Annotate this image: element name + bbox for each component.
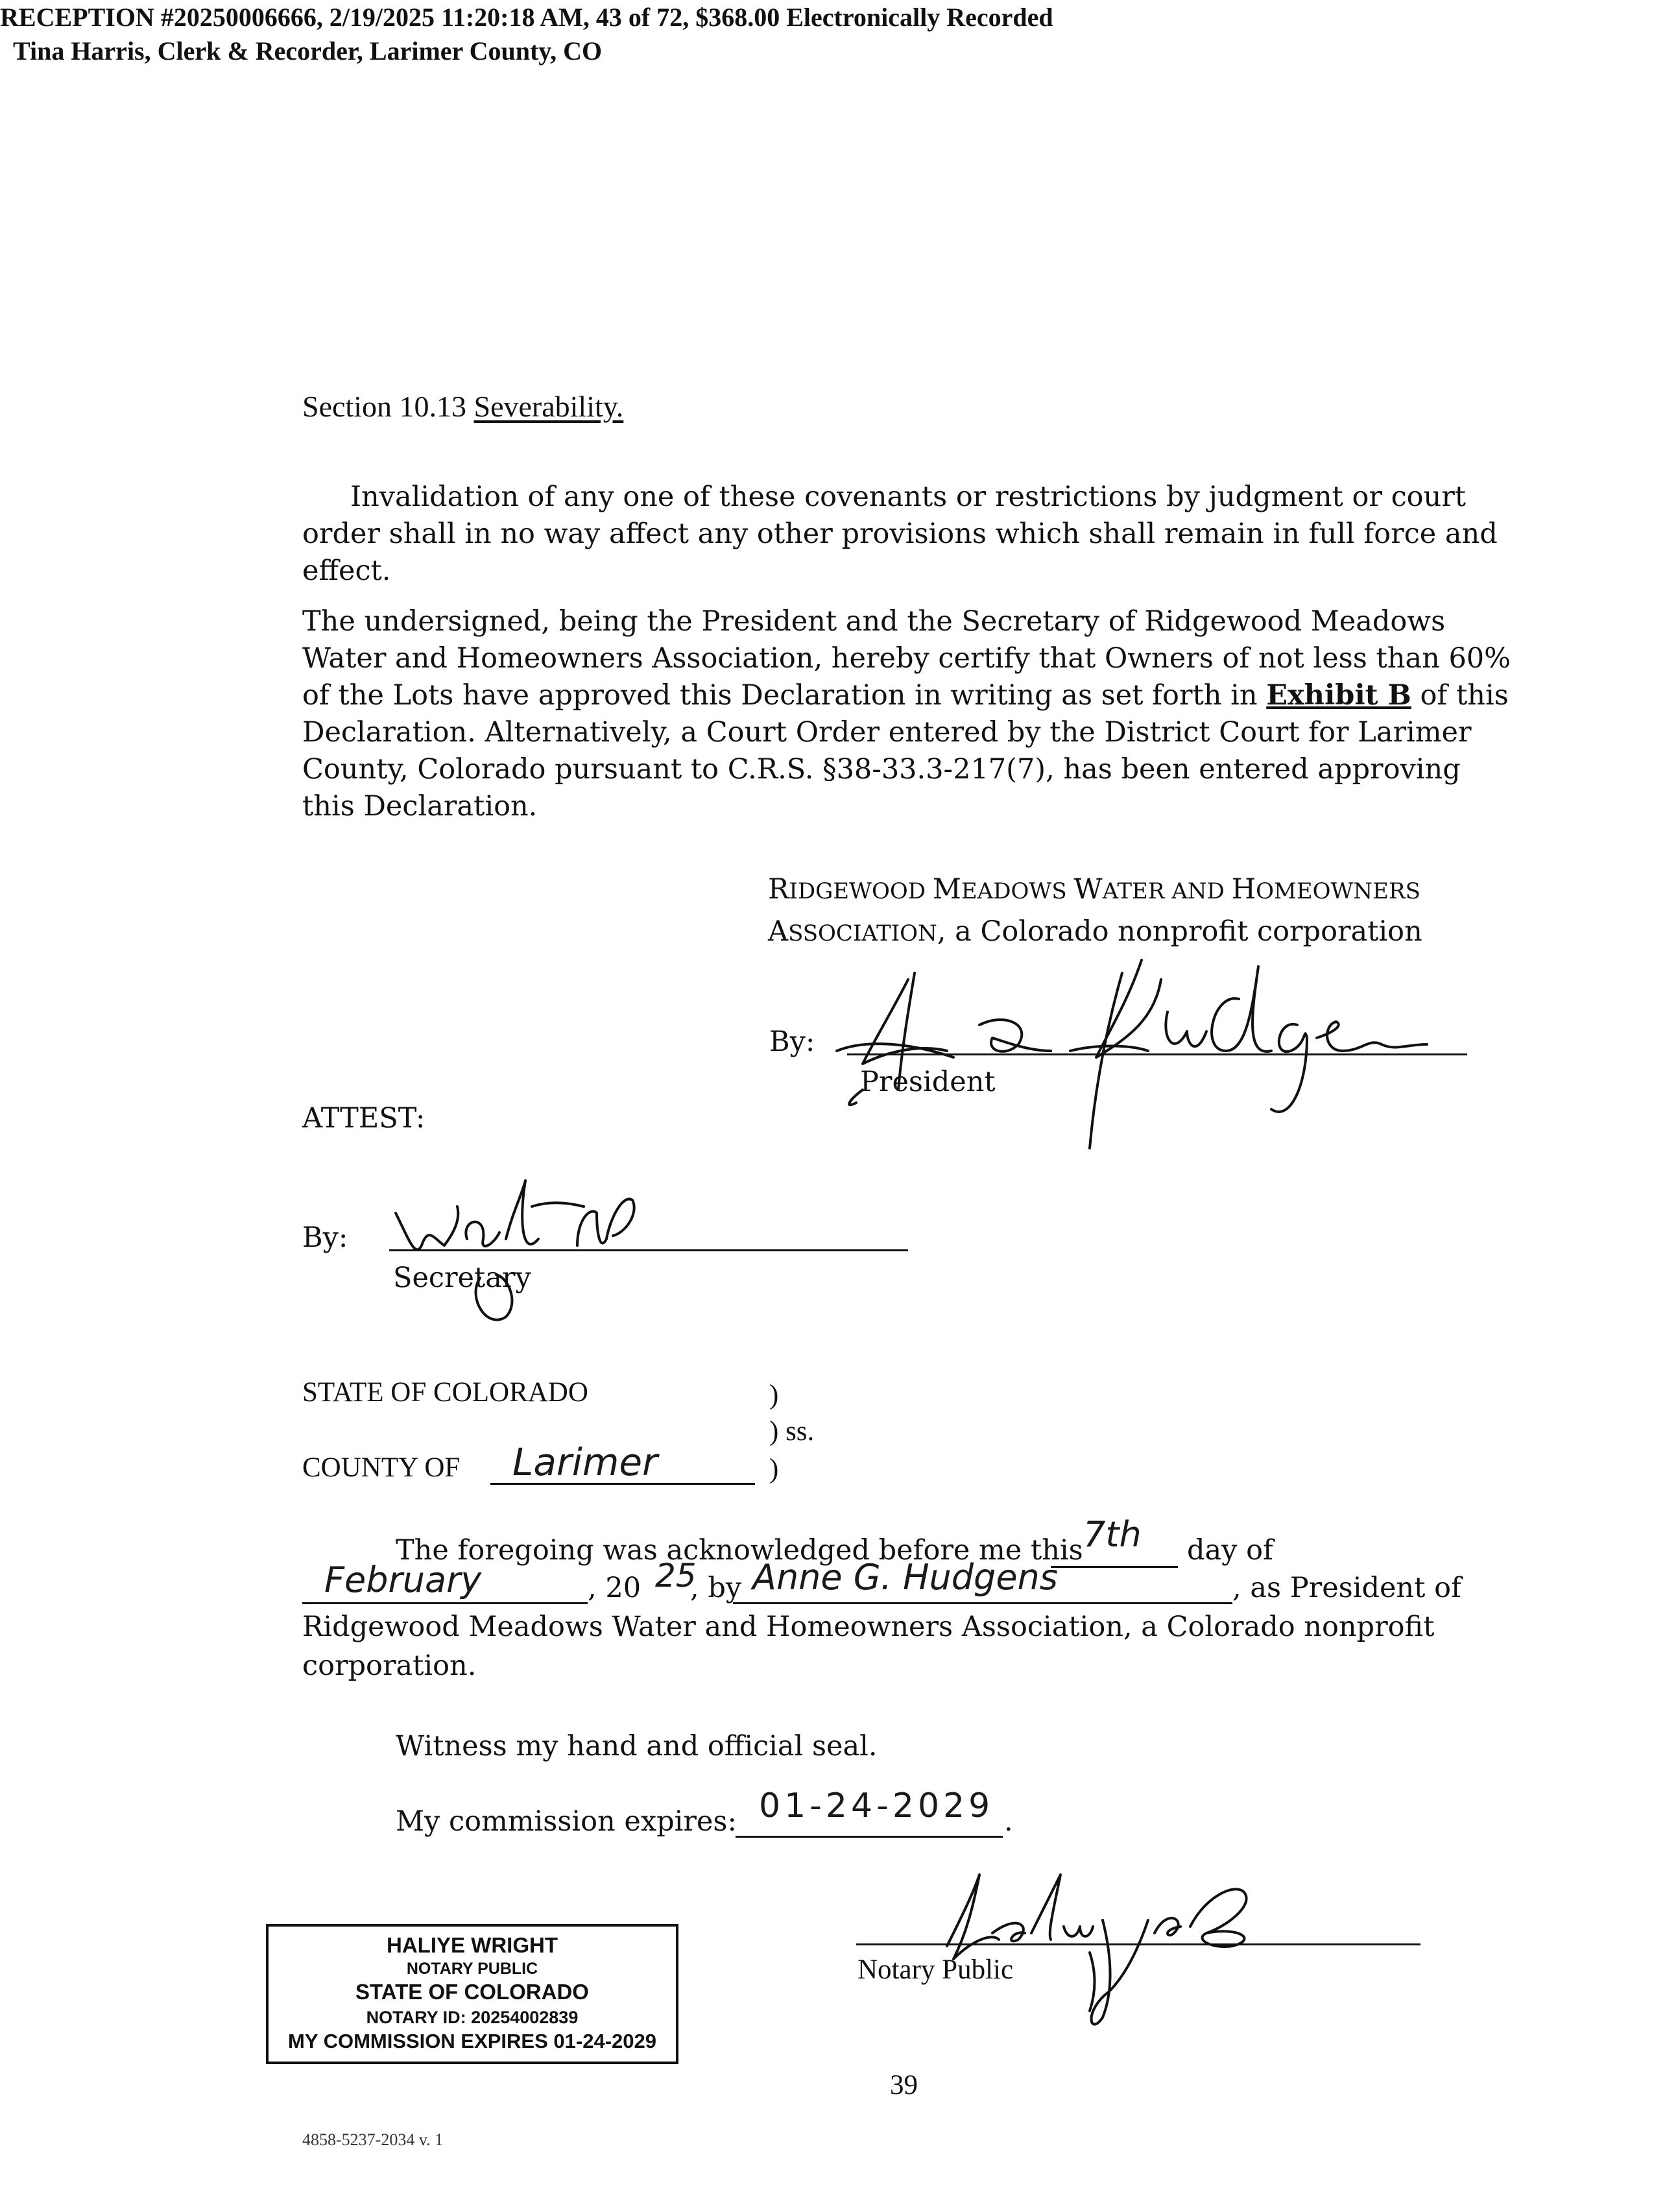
name-handwritten: Anne G. Hudgens xyxy=(752,1557,1058,1598)
stamp-title: NOTARY PUBLIC xyxy=(406,1960,538,1978)
secretary-signature-drawing xyxy=(383,1168,655,1336)
commission-date-handwritten: 01-24-2029 xyxy=(759,1786,994,1825)
stamp-name: HALIYE WRIGHT xyxy=(387,1933,558,1957)
secretary-title: Secretary xyxy=(393,1262,531,1294)
stamp-expires: MY COMMISSION EXPIRES 01-24-2029 xyxy=(288,2030,656,2052)
section-number: Section 10.13 xyxy=(302,390,466,423)
exhibit-reference: Exhibit B xyxy=(1266,679,1411,712)
county-handwritten: Larimer xyxy=(512,1440,658,1484)
president-by-label: By: xyxy=(769,1026,815,1058)
notary-signature-drawing xyxy=(934,1868,1271,2024)
commission-label: My commission expires: xyxy=(396,1805,737,1838)
president-title: President xyxy=(860,1066,996,1098)
acknowledgment-by: , by xyxy=(690,1572,742,1604)
month-field-line xyxy=(302,1602,588,1604)
president-signature-drawing xyxy=(824,954,1472,1148)
association-signature-block xyxy=(768,869,1546,954)
notary-seal-stamp xyxy=(266,1924,678,2064)
acknowledgment-text-5: corporation. xyxy=(302,1650,477,1682)
name-field-line xyxy=(733,1602,1232,1604)
certification-paragraph xyxy=(302,603,1522,825)
acknowledgment-text-2: day of xyxy=(1187,1534,1273,1567)
venue-paren-1: ) xyxy=(769,1380,779,1410)
severability-paragraph: Invalidation of any one of these covenants or restrictions by judgment or court order shall in no way affect any other provisions which shall remain in full force and effect. xyxy=(302,481,1498,587)
notary-public-label: Notary Public xyxy=(857,1954,1014,1985)
acknowledgment-text-1: The foregoing was acknowledged before me this xyxy=(396,1534,1083,1567)
month-handwritten: February xyxy=(324,1559,482,1600)
section-title: Severability. xyxy=(473,390,624,423)
venue-paren-3: ) xyxy=(769,1454,779,1484)
commission-field-line xyxy=(736,1836,1003,1838)
recording-header-line1: RECEPTION #20250006666, 2/19/2025 11:20:18 AM, 43 of 72, $368.00 Electronically Recorded xyxy=(0,3,1053,32)
year-prefix: , 20 xyxy=(588,1572,641,1604)
recording-header-line2: Tina Harris, Clerk & Recorder, Larimer County, CO xyxy=(13,36,603,66)
attest-label: ATTEST: xyxy=(302,1102,425,1135)
venue-state: STATE OF COLORADO xyxy=(302,1377,588,1408)
day-field-line xyxy=(1051,1566,1178,1568)
acknowledgment-text-4: Ridgewood Meadows Water and Homeowners Association, a Colorado nonprofit xyxy=(302,1611,1435,1643)
venue-ss: ) ss. xyxy=(769,1416,815,1447)
day-handwritten: 7th xyxy=(1083,1514,1142,1555)
acknowledgment-text-3: , as President of xyxy=(1232,1572,1461,1604)
section-heading xyxy=(302,389,623,424)
certification-text-1: The undersigned, being the President and the Secretary of Ridgewood Meadows Water and Homeowners Association, hereby certify that Owners of not less than 60% of the Lots have approved this Declaration in writing as set forth in xyxy=(302,605,1511,712)
footer-doc-code: 4858-5237-2034 v. 1 xyxy=(302,2130,444,2149)
commission-period: . xyxy=(1004,1805,1013,1838)
association-name-line1: RIDGEWOOD MEADOWS WATER AND HOMEOWNERS xyxy=(768,873,1420,906)
secretary-by-label: By: xyxy=(302,1221,348,1254)
stamp-state: STATE OF COLORADO xyxy=(355,1980,589,2004)
witness-statement: Witness my hand and official seal. xyxy=(396,1730,878,1762)
certification-text-2: of this Declaration. Alternatively, a Court Order entered by the District Court for Larimer County, Colorado pursuant to C.R.S. §38-33.3-217(7), has been entered approving this Declaration. xyxy=(302,679,1509,823)
year-handwritten: 25 xyxy=(655,1557,697,1594)
association-name-line2: ASSOCIATION, a Colorado nonprofit corporation xyxy=(768,915,1422,948)
venue-county-prefix: COUNTY OF xyxy=(302,1452,461,1483)
page-number: 39 xyxy=(890,2070,918,2100)
footer-doc-code-clip xyxy=(302,2130,562,2149)
stamp-id: NOTARY ID: 20254002839 xyxy=(366,2008,579,2027)
